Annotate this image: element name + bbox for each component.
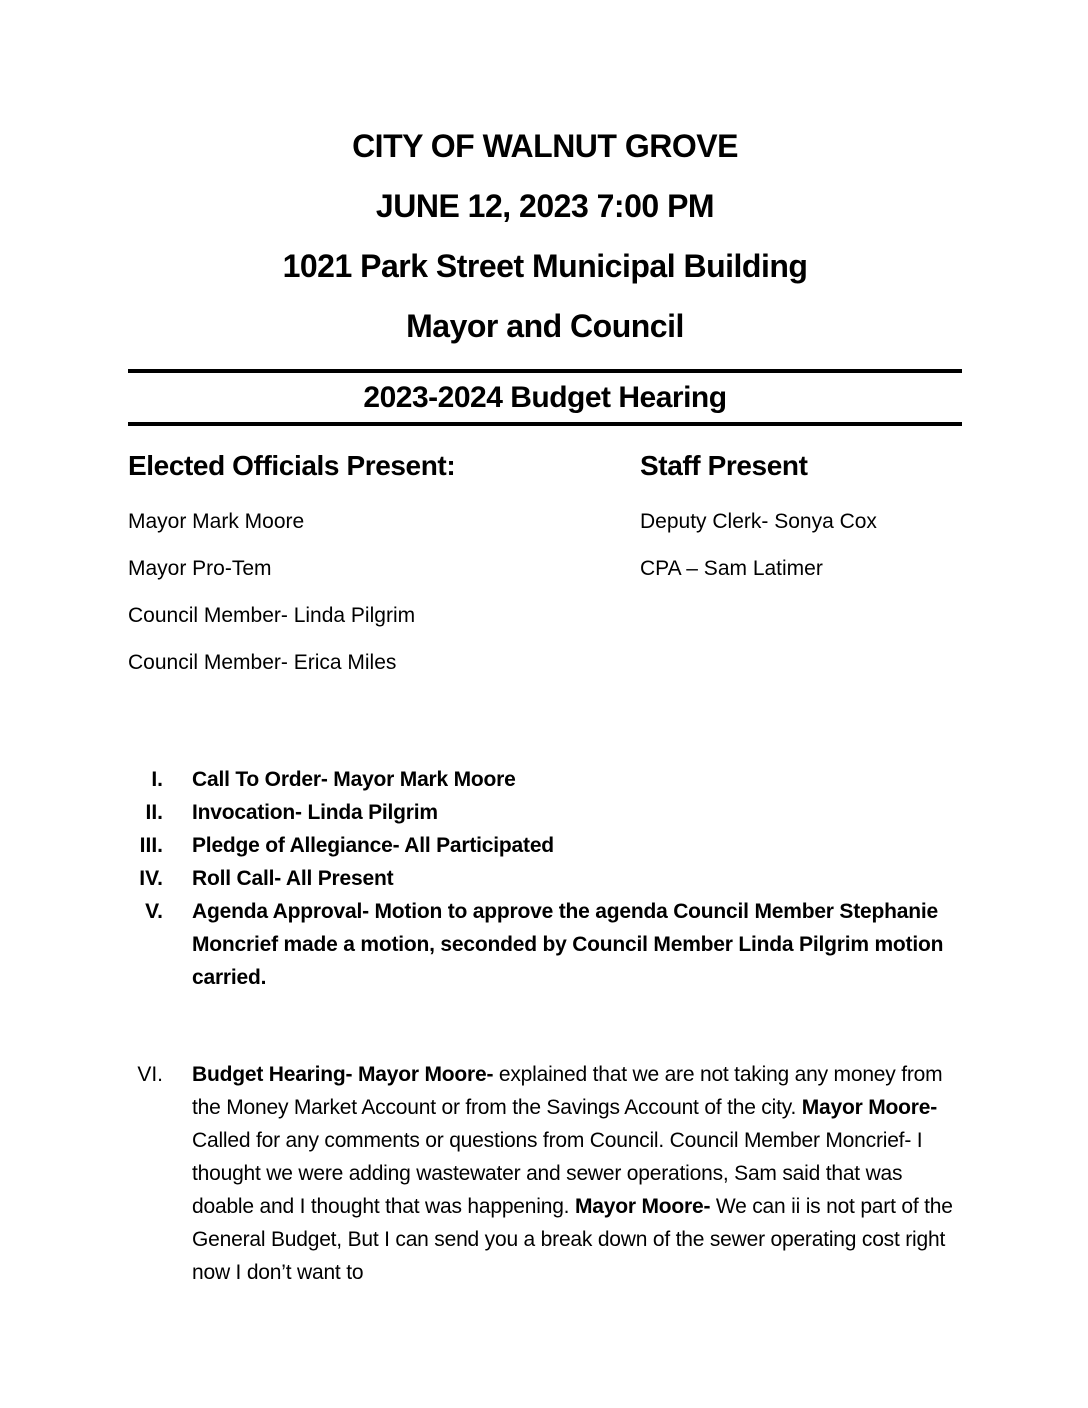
banner-heading: 2023-2024 Budget Hearing (363, 381, 727, 414)
agenda-item-numeral: V. (145, 900, 163, 923)
elected-official-name: Mayor Mark Moore (128, 510, 305, 533)
staff-member-name: Deputy Clerk- Sonya Cox (640, 510, 877, 533)
agenda-item (128, 862, 962, 895)
agenda-item (128, 829, 962, 862)
staff-heading: Staff Present (640, 450, 808, 481)
agenda-item (128, 763, 962, 796)
budget-hearing-item (128, 1058, 962, 1289)
budget-hearing-paragraph (192, 1058, 962, 1289)
agenda-item-numeral: IV. (139, 867, 163, 890)
elected-official-name: Mayor Pro-Tem (128, 557, 272, 580)
horizontal-rule-bottom (128, 422, 962, 426)
title-line: JUNE 12, 2023 7:00 PM (375, 188, 715, 224)
elected-officials-heading: Elected Officials Present: (128, 450, 456, 481)
paragraph-segment: Called for any comments or questions from Council. Council Member Moncrief- I thought we were adding wastewater and sewer operations, Sam said that was doable and I thought that was happening. (192, 1129, 923, 1218)
agenda-item-text: Roll Call- All Present (192, 867, 394, 890)
elected-officials-column (128, 449, 640, 697)
paragraph-segment: Mayor Moore- (574, 1195, 716, 1218)
elected-official-name: Council Member- Linda Pilgrim (128, 604, 416, 627)
agenda-item-numeral: III. (139, 834, 163, 857)
budget-hearing-numeral: VI. (137, 1063, 163, 1086)
agenda-item-numeral: I. (151, 768, 163, 791)
agenda-item (128, 895, 962, 994)
elected-official-name: Council Member- Erica Miles (128, 651, 397, 674)
agenda-list (128, 763, 962, 994)
agenda-item-numeral: II. (145, 801, 163, 824)
agenda-item-text: Agenda Approval- Motion to approve the agenda Council Member Stephanie Moncrief made a motion, seconded by Council Member Linda Pilgrim motion carried. (192, 900, 944, 989)
staff-member-name: CPA – Sam Latimer (640, 557, 823, 580)
agenda-item-text: Invocation- Linda Pilgrim (192, 801, 438, 824)
paragraph-segment: Mayor Moore- (801, 1096, 937, 1119)
title-line: Mayor and Council (406, 308, 684, 344)
staff-column (640, 449, 962, 697)
agenda-item-text: Call To Order- Mayor Mark Moore (192, 768, 516, 791)
paragraph-segment: explained that we are not taking any money from the Money Market Account or from the Savings Account of the city. (192, 1063, 943, 1119)
paragraph-segment: Budget Hearing- Mayor Moore- (192, 1063, 494, 1086)
officials-section (128, 449, 962, 697)
title-line: CITY OF WALNUT GROVE (352, 128, 738, 164)
document-content (0, 116, 1088, 1289)
agenda-item (128, 796, 962, 829)
title-line: 1021 Park Street Municipal Building (282, 248, 808, 284)
title-block (128, 116, 962, 356)
agenda-item-text: Pledge of Allegiance- All Participated (192, 834, 554, 857)
paragraph-segment: We can ii is not part of the General Budget, But I can send you a break down of the sewer operating cost right now I don’t want to (192, 1195, 953, 1284)
